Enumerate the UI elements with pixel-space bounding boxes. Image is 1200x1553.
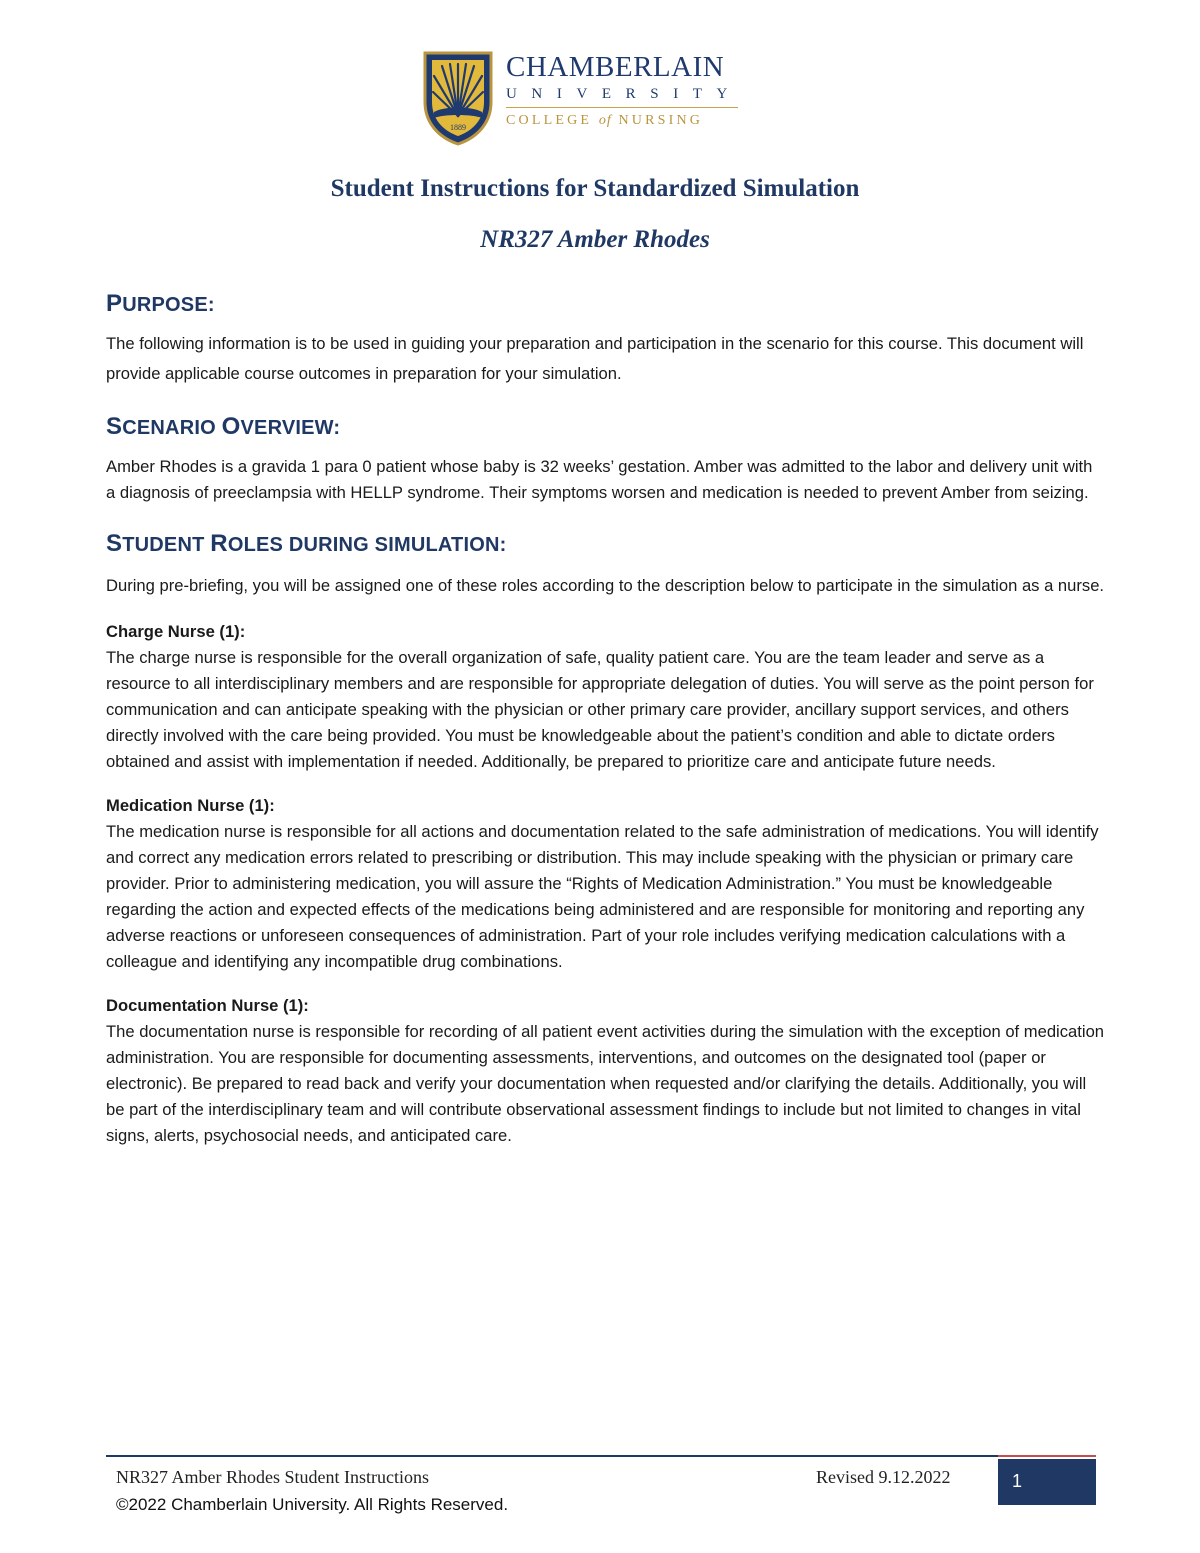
role-block-medication — [106, 793, 1106, 975]
overview-text: Amber Rhodes is a gravida 1 para 0 patient whose baby is 32 weeks’ gestation. Amber was admitted to the labor and delivery unit with a diagnosis of preeclampsia with HELLP syndrome. Their symptoms worsen and medication is needed to prevent Amber from seizing. — [106, 457, 1093, 502]
of-word: of — [598, 113, 612, 128]
role-description: The documentation nurse is responsible for recording of all patient event activities during the simulation with the exception of medication administration. You are responsible for documenting assessments, interventions, and outcomes on the designated tool (paper or electronic). Be prepared to read back and verify your documentation when requested and/or clarifying the details. Additionally, you will be part of the interdisciplinary team and will contribute observational assessment findings to include but not limited to changes in vital signs, alerts, psychosocial needs, and anticipated care. — [106, 1022, 1105, 1145]
purpose-text: The following information is to be used in guiding your preparation and participation in the scenario for this course. This document will provide applicable course outcomes in preparation for your simulation. — [106, 334, 1084, 383]
overview-heading-rest-b: VERVIEW: — [240, 417, 341, 439]
footer-copyright: ©2022 Chamberlain University. All Rights Reserved. — [116, 1495, 509, 1514]
nursing-word: NURSING — [618, 113, 704, 128]
page-number: 1 — [1012, 1471, 1023, 1491]
role-block-documentation — [106, 993, 1106, 1149]
brand-wordmark — [506, 52, 746, 130]
purpose-heading-rest: URPOSE: — [122, 294, 215, 316]
chamberlain-logo — [422, 50, 742, 150]
footer-rule — [106, 1455, 998, 1457]
purpose-heading — [106, 290, 1106, 319]
roles-intro: During pre-briefing, you will be assigned one of these roles according to the description below to participate in the simulation as a nurse. — [106, 576, 1105, 595]
roles-heading-rest-a: TUDENT — [122, 534, 211, 556]
brand-university: UNIVERSITY — [506, 86, 742, 102]
overview-heading-initial-a: S — [106, 413, 123, 440]
role-label: Documentation Nurse (1): — [106, 996, 309, 1015]
brand-divider — [506, 107, 738, 108]
document-body — [106, 290, 1106, 1149]
shield-year: 1889 — [450, 123, 466, 132]
role-label: Medication Nurse (1): — [106, 796, 275, 815]
role-description: The charge nurse is responsible for the overall organization of safe, quality patient care. You are the team leader and serve as a resource to all interdisciplinary members and are responsible for appropriate delegation of duties. You will serve as the point person for communication and can anticipate speaking with the physician or other primary care provider, ancillary support services, and others directly involved with the care being provided. You must be knowledgeable about the patient’s condition and able to dictate orders obtained and assist with implementation if needed. Additionally, be prepared to prioritize care and anticipate future needs. — [106, 648, 1094, 771]
footer-accent-rule — [998, 1455, 1096, 1457]
roles-heading-rest-b: OLES DURING SIMULATION: — [227, 534, 507, 556]
footer-revised-date: Revised 9.12.2022 — [816, 1467, 951, 1487]
role-description: The medication nurse is responsible for all actions and documentation related to the safe administration of medications. You will identify and correct any medication errors related to prescribing or distribution. This may include speaking with the physician or primary care provider. Prior to administering medication, you will assure the “Rights of Medication Administration.” You must be knowledgeable regarding the action and expected effects of the medications being administered and are responsible for monitoring and reporting any adverse reactions or unforeseen consequences of administration. Part of your role includes verifying medication calculations with a colleague and identifying any incompatible drug combinations. — [106, 822, 1099, 971]
brand-college — [506, 112, 746, 130]
role-label: Charge Nurse (1): — [106, 622, 246, 641]
roles-heading-initial-a: S — [106, 530, 123, 557]
document-title: Student Instructions for Standardized Simulation — [330, 175, 860, 202]
overview-heading-initial-b: O — [221, 413, 241, 440]
page-footer — [106, 1455, 1096, 1515]
college-word: COLLEGE — [506, 113, 593, 128]
overview-heading-rest-a: CENARIO — [122, 417, 222, 439]
overview-heading — [106, 413, 1106, 442]
role-block-charge — [106, 619, 1106, 775]
purpose-heading-initial: P — [106, 290, 123, 317]
brand-name: CHAMBERLAIN — [506, 51, 725, 83]
shield-icon — [422, 50, 494, 146]
roles-heading-initial-b: R — [210, 530, 228, 557]
page-number-box — [998, 1459, 1096, 1505]
footer-document-name: NR327 Amber Rhodes Student Instructions — [116, 1467, 429, 1487]
document-subtitle: NR327 Amber Rhodes — [480, 226, 710, 253]
roles-heading — [106, 530, 1106, 559]
